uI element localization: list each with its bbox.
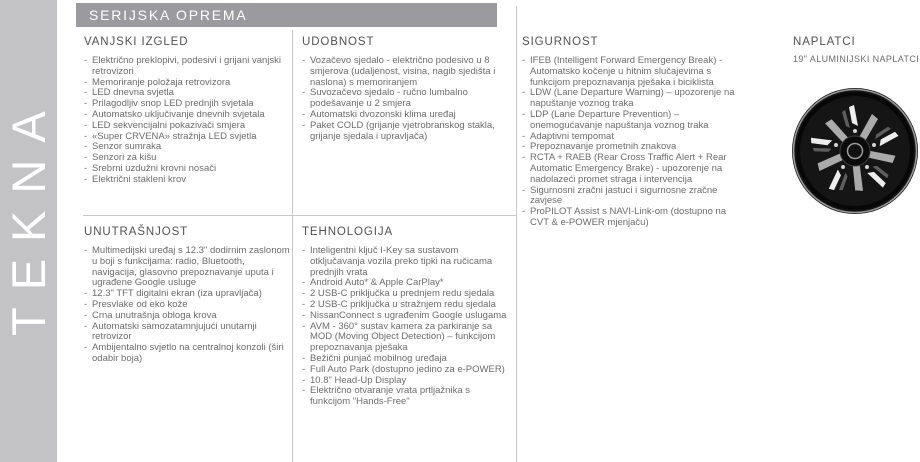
item-text: Inteligentni ključ I-Key sa sustavom otključavanja vozila preko tipki na ručicama prednjih vrata <box>310 245 493 278</box>
item-text: Automatski dvozonski klima uređaj <box>310 108 456 120</box>
section-title-safety: SIGURNOST <box>522 36 599 48</box>
divider-col1-col2 <box>292 30 293 462</box>
item-text: LDW (Lane Departure Warning) – upozorenje na napuštanje voznog traka <box>530 87 735 110</box>
list-item <box>84 246 290 289</box>
list-item <box>302 88 504 110</box>
section-title-comfort: UDOBNOST <box>302 36 375 48</box>
divider-col2-col3 <box>516 6 517 462</box>
item-text: Električni stakleni krov <box>92 173 186 185</box>
item-text: LED dnevna svjetla <box>92 87 174 99</box>
item-text: ProPILOT Assist s NAVI-Link-om (dostupno na CVT & e-POWER mjenjaču) <box>530 206 727 228</box>
item-text: RCTA + RAEB (Rear Cross Traffic Alert + Rear Automatic Emergency Brake) - upozorenje na nadolazeći promet straga i intervencija <box>530 152 727 185</box>
page-title: SERIJSKA OPREMA <box>89 7 248 23</box>
section-comfort <box>302 36 504 142</box>
list-item <box>522 153 740 185</box>
list-item <box>522 56 740 88</box>
item-text: 2 USB-C priključka u prednjem redu sjedala <box>310 288 495 300</box>
item-text: Crna unutrašnja obloga krova <box>92 309 217 321</box>
item-text: Memoriranje položaja retrovizora <box>92 76 231 88</box>
divider-row1-row2 <box>83 215 516 216</box>
item-text: Adaptivni tempomat <box>530 130 614 142</box>
exterior-item-list <box>84 56 290 186</box>
comfort-item-list <box>302 56 504 142</box>
item-text: Multimedijski uređaj s 12.3" dodirnim zaslonom u boji s funkcijama: radio, Bluetooth, navigacija, glasovno prepoznavanje uputa i ugrađene Google usluge <box>92 245 290 289</box>
list-item <box>302 322 510 354</box>
section-interior <box>84 226 290 365</box>
item-text: 12.3" TFT digitalni ekran (iza upravljača) <box>92 288 262 300</box>
list-item <box>522 207 740 229</box>
section-technology <box>302 226 510 408</box>
section-title-technology: TEHNOLOGIJA <box>302 226 394 238</box>
item-text: Senzori za kišu <box>92 152 157 164</box>
item-text: Automatsko uključivanje dnevnih svjetala <box>92 108 265 120</box>
trim-label: TEKNA <box>2 94 55 336</box>
alloy-wheel-image <box>790 86 920 216</box>
item-text: Vozačevo sjedalo - električno podesivo u 8 smjerova (udaljenost, visina, nagib sjedišta i naslona) s memoriranjem <box>310 55 496 88</box>
item-text: Suvozačevo sjedalo - ručno lumbalno podešavanje u 2 smjera <box>310 87 468 110</box>
item-text: Paket COLD (grijanje vjetrobranskog stakla, grijanje sjedala i upravljača) <box>310 119 495 142</box>
item-text: 2 USB-C priključka u stražnjem redu sjedala <box>310 298 496 310</box>
list-item <box>84 322 290 344</box>
list-item <box>522 88 740 110</box>
list-item <box>522 186 740 208</box>
item-text: AVM - 360° sustav kamera za parkiranje sa MOD (Moving Object Detection) – funkcijom prepoznavanja pješaka <box>310 320 496 354</box>
item-text: Električno preklopivi, podesivi i grijani vanjski retrovizori <box>92 55 282 77</box>
item-text: Ambijentalno svjetlo na centralnoj konzoli (širi odabir boja) <box>92 342 284 364</box>
item-text: Bežični punjač mobilnog uređaja <box>310 352 447 364</box>
item-text: LDP (Lane Departure Prevention) – onemogućavanje napuštanja voznog traka <box>530 108 709 131</box>
section-wheels <box>793 36 920 64</box>
list-item <box>84 343 290 365</box>
item-text: Presvlake od eko kože <box>92 298 188 310</box>
item-text: Full Auto Park (dostupno jedino za e-POWER) <box>310 363 505 375</box>
safety-item-list <box>522 56 740 229</box>
section-title-interior: UNUTRAŠNJOST <box>84 226 189 238</box>
list-item <box>84 56 290 78</box>
list-item <box>84 175 290 186</box>
item-text: Srebrni uzdužni krovni nosači <box>92 162 217 174</box>
list-item <box>522 110 740 132</box>
list-item <box>302 246 510 278</box>
item-text: Senzor sumraka <box>92 141 162 153</box>
header-bar <box>76 3 497 27</box>
technology-item-list <box>302 246 510 408</box>
item-text: 10.8" Head-Up Display <box>310 374 407 386</box>
item-text: Android Auto* & Apple CarPlay* <box>310 277 444 289</box>
list-item <box>302 121 504 143</box>
list-item <box>302 386 510 408</box>
item-text: LED sekvencijalni pokazivači smjera <box>92 119 246 131</box>
section-title-exterior: VANJSKI IZGLED <box>84 36 189 48</box>
item-text: NissanConnect s ugrađenim Google uslugama <box>310 309 507 321</box>
item-text: Sigurnosni zračni jastuci i sigurnosne zračne zavjese <box>530 184 718 207</box>
item-text: Prilagodljiv snop LED prednjih svjetala <box>92 98 254 110</box>
trim-band <box>0 0 57 462</box>
interior-item-list <box>84 246 290 365</box>
section-exterior <box>84 36 290 186</box>
section-title-wheels: NAPLATCI <box>793 36 856 48</box>
item-text: Električno otvaranje vrata prtljažnika s funkcijom "Hands-Free" <box>310 385 470 408</box>
item-text: Automatski samozatamnjujući unutarnji retrovizor <box>92 320 257 343</box>
item-text: Prepoznavanje prometnih znakova <box>530 141 677 153</box>
list-item <box>302 56 504 88</box>
item-text: IFEB (Intelligent Forward Emergency Break) - Automatsko kočenje u hitnim slučajevima s funkcijom prepoznavanja pješaka i biciklista <box>530 55 723 88</box>
wheel-size-label: 19" ALUMINIJSKI NAPLATCI <box>793 54 920 64</box>
section-safety <box>522 36 740 229</box>
item-text: «Super CRVENA» stražnja LED svjetla <box>92 130 257 142</box>
